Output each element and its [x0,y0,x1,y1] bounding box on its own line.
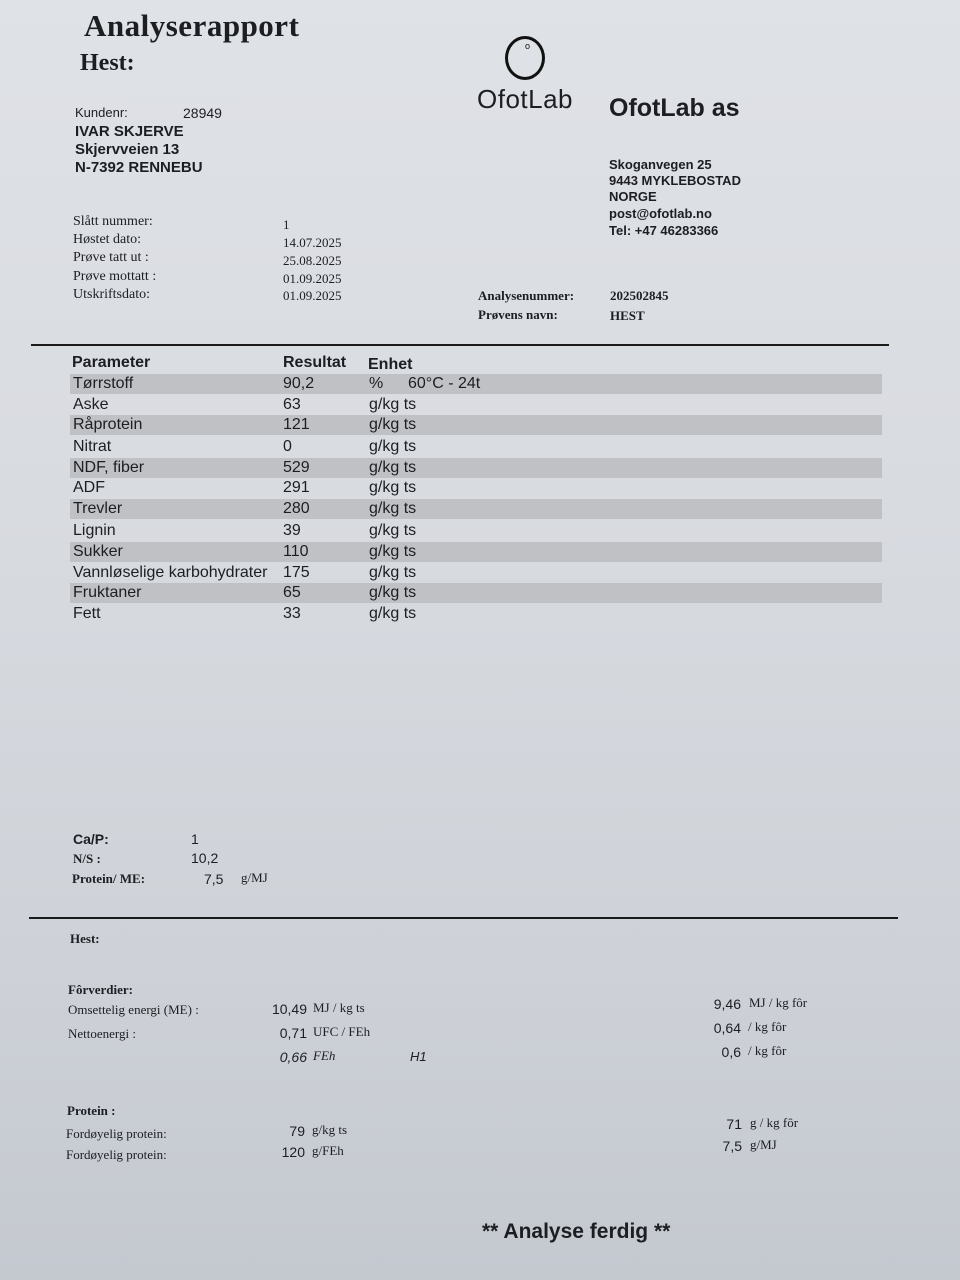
protein-section-label: Protein : [67,1103,116,1118]
dp2-feed-unit: g/MJ [750,1137,777,1152]
param-unit: g/kg ts [369,416,417,433]
table-row [70,563,882,583]
param-result: 529 [283,459,310,476]
ofotlab-logo-icon: o [505,36,545,80]
meta-label: Prøve tatt ut : [73,250,149,265]
param-name: Aske [73,396,109,413]
param-unit: g/kg ts [369,543,417,560]
feh-unit: FEh [313,1048,336,1063]
ufc-unit: UFC / FEh [313,1024,371,1039]
meta-label: Prøve mottatt : [73,269,157,284]
ufc-feed-value: 0,64 [713,1020,741,1036]
param-unit: g/kg ts [369,500,417,517]
table-row [70,542,882,562]
param-unit: g/kg ts [369,479,417,496]
param-name: Sukker [73,543,123,560]
me-value: 10,49 [271,1001,307,1017]
dp1-feed-value: 71 [726,1116,742,1132]
param-name: Vannløselige karbohydrater [73,564,268,581]
analysis-number-label: Analysenummer: [478,288,575,303]
param-name: Lignin [73,522,116,539]
table-row [70,583,882,603]
table-row [70,478,882,498]
param-name: Fett [73,605,101,622]
meta-label: Slått nummer: [73,214,153,229]
col-header-unit: Enhet [368,356,413,373]
table-row [70,604,882,624]
feh-feed-unit: / kg fôr [748,1043,787,1058]
n-s-label: N/S : [73,851,101,866]
company-name: OfotLab as [609,94,740,122]
meta-value: 14.07.2025 [283,235,342,250]
customer-street: Skjervveien 13 [75,141,180,158]
col-header-parameter: Parameter [72,354,151,371]
table-row [70,437,882,457]
param-unit: g/kg ts [369,459,417,476]
dp1-feed-unit: g / kg fôr [750,1115,799,1130]
n-s-value: 10,2 [191,850,219,866]
param-unit: % [369,375,384,392]
customer-number-label: Kundenr: [75,105,128,120]
divider-bottom [29,917,898,919]
customer-city: N-7392 RENNEBU [75,159,203,176]
me-feed-unit: MJ / kg fôr [749,995,808,1010]
param-result: 33 [283,605,301,622]
param-unit: g/kg ts [369,396,417,413]
param-result: 110 [283,543,309,560]
dp2-label: Fordøyelig protein: [66,1147,167,1162]
page-title: Analyserapport [84,8,300,43]
meta-value: 1 [283,217,290,232]
param-unit: g/kg ts [369,605,417,622]
meta-value: 01.09.2025 [283,271,342,286]
param-unit: g/kg ts [369,438,417,455]
param-result: 121 [283,416,310,433]
me-feed-value: 9,46 [713,996,741,1012]
param-result: 63 [283,396,301,413]
sample-name-label: Prøvens navn: [478,307,558,322]
param-unit: g/kg ts [369,522,417,539]
param-name: Nitrat [73,438,112,455]
param-name: Fruktaner [73,584,142,601]
dp1-label: Fordøyelig protein: [66,1126,167,1141]
meta-label: Høstet dato: [73,232,142,247]
param-result: 175 [283,564,310,581]
table-row [70,395,882,415]
company-phone: Tel: +47 46283366 [609,223,719,238]
table-row [70,458,882,478]
dp1-value: 79 [289,1123,305,1139]
horse-section-label: Hest: [70,931,100,946]
param-name: Tørrstoff [73,375,134,392]
param-name: Trevler [73,500,123,517]
ufc-feed-unit: / kg fôr [748,1019,787,1034]
company-city: 9443 MYKLEBOSTAD [609,173,741,188]
analysis-complete-footer: ** Analyse ferdig ** [482,1220,671,1243]
param-result: 0 [283,438,292,455]
feh-note: H1 [410,1049,427,1064]
dp2-unit: g/FEh [312,1143,344,1158]
company-street: Skoganvegen 25 [609,157,712,172]
param-result: 291 [283,479,310,496]
param-unit: g/kg ts [369,584,417,601]
me-label: Omsettelig energi (ME) : [68,1002,199,1017]
company-email: post@ofotlab.no [609,206,712,221]
dp2-feed-value: 7,5 [722,1138,742,1154]
meta-value: 01.09.2025 [283,288,342,303]
customer-number: 28949 [183,105,222,121]
table-row [70,415,882,435]
dp2-value: 120 [281,1144,305,1160]
protein-me-label: Protein/ ME: [72,871,146,886]
page-subtitle: Hest: [80,50,135,76]
customer-name: IVAR SKJERVE [75,123,184,140]
ca-p-value: 1 [191,831,199,847]
ufc-value: 0,71 [279,1025,307,1041]
meta-value: 25.08.2025 [283,253,342,268]
param-name: NDF, fiber [73,459,145,476]
param-name: Råprotein [73,416,143,433]
feh-value: 0,66 [279,1049,307,1065]
company-country: NORGE [609,189,657,204]
param-result: 280 [283,500,310,517]
analysis-number: 202502845 [610,288,669,303]
table-row [70,499,882,519]
param-result: 65 [283,584,301,601]
dp1-unit: g/kg ts [312,1122,348,1137]
feh-feed-value: 0,6 [721,1044,741,1060]
divider-top [31,344,889,346]
protein-me-unit: g/MJ [241,870,268,885]
table-row [70,521,882,541]
table-row [70,374,882,394]
ca-p-label: Ca/P: [73,831,109,847]
sample-name: HEST [610,308,645,323]
feed-values-label: Fôrverdier: [68,982,133,997]
col-header-result: Resultat [283,354,347,371]
param-name: ADF [73,479,105,496]
ne-label: Nettoenergi : [68,1026,136,1041]
param-unit: g/kg ts [369,564,417,581]
param-result: 39 [283,522,301,539]
meta-label: Utskriftsdato: [73,287,150,302]
param-result: 90,2 [283,375,315,392]
logo-text: OfotLab [477,84,574,114]
me-unit: MJ / kg ts [313,1000,365,1015]
protein-me-value: 7,5 [204,871,224,887]
param-method: 60°C - 24t [408,375,481,392]
